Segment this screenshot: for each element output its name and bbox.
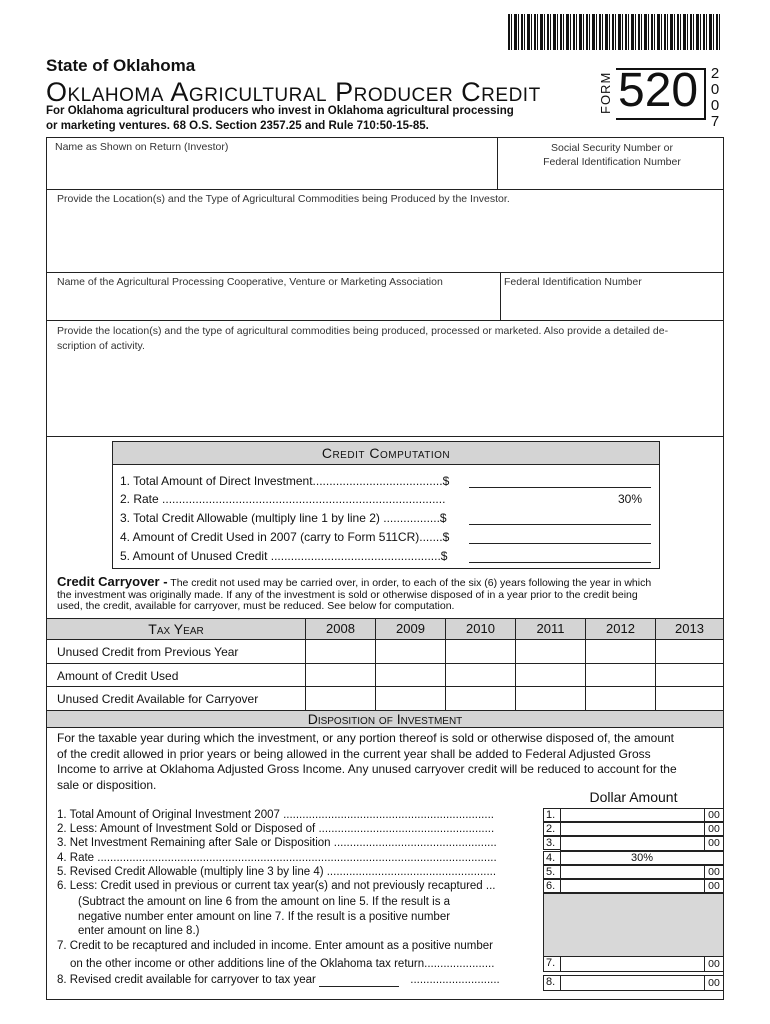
dollar-amount-header: Dollar Amount: [589, 789, 678, 805]
disposition-title: Disposition of Investment: [46, 710, 724, 728]
year-digit: 0: [710, 97, 720, 114]
box-num-7: 7.: [543, 956, 561, 972]
credit-computation-box: [112, 441, 660, 569]
activity-label-2: scription of activity.: [57, 340, 145, 352]
disp-line-4: 4. Rate .............................................................................................................................: [57, 852, 497, 864]
divider: [305, 663, 724, 664]
divider: [46, 272, 724, 273]
fein-input[interactable]: [504, 292, 718, 316]
carryover-text-2: the investment was originally made. If any of the investment is sold or otherwise disposed of in a year prior to the credit being: [57, 588, 638, 601]
disp-line-7a: 7. Credit to be recaptured and included in income. Enter amount as a positive number: [57, 940, 493, 952]
line6-note-2: negative number enter amount on line 7. If the result is a positive number: [78, 910, 451, 923]
box-num-5: 5.: [543, 865, 561, 879]
divider: [46, 436, 724, 437]
cc-input-3[interactable]: [469, 524, 651, 525]
carryover-cell[interactable]: [445, 639, 516, 711]
barcode: [508, 14, 722, 50]
cents-8: 00: [704, 975, 724, 991]
amount-input-3[interactable]: [560, 836, 705, 851]
activity-input[interactable]: [54, 356, 718, 432]
divider: [305, 686, 724, 687]
carryover-heading: Credit Carryover -: [57, 574, 168, 589]
ssn-label-2: Federal Identification Number: [543, 156, 681, 168]
carryover-text-1: The credit not used may be carried over, in order, to each of the six (6) years following the year in which: [170, 577, 652, 589]
year-2010: 2010: [445, 618, 516, 640]
box-num-1: 1.: [543, 808, 561, 822]
disp-line-7b: on the other income or other additions line of the Oklahoma tax return......................: [70, 958, 495, 970]
carryover-text-3: used, the credit, available for carryover, must be reduced. See below for computation.: [57, 600, 455, 612]
form-number: 520: [618, 64, 699, 117]
amount-input-2[interactable]: [560, 822, 705, 836]
line6-note-1: (Subtract the amount on line 6 from the amount on line 5. If the result is a: [78, 896, 451, 908]
cc-input-1[interactable]: [469, 487, 651, 488]
year-digit: 7: [710, 113, 720, 130]
disp-line-5: 5. Revised Credit Allowable (multiply line 3 by line 4) .....................................................: [57, 866, 497, 878]
coop-input[interactable]: [54, 292, 494, 316]
form-intro: [46, 104, 566, 134]
year-2008: 2008: [305, 618, 376, 640]
row-credit-used: Amount of Credit Used: [46, 663, 306, 687]
year-2011: 2011: [515, 618, 586, 640]
cc-line-4: 4. Amount of Credit Used in 2007 (carry to Form 511CR).......$: [120, 530, 450, 544]
amount-input-7[interactable]: [560, 956, 705, 972]
carryover-cell[interactable]: [515, 639, 586, 711]
line8-dots: ............................: [410, 974, 500, 986]
cents-1: 00: [704, 808, 724, 822]
intro-line-2: or marketing ventures. 68 O.S. Section 2357.25 and Rule 710:50-15-85.: [46, 120, 429, 132]
cc-input-5[interactable]: [469, 562, 651, 563]
disp-para-1: For the taxable year during which the investment, or any portion thereof is sold or otherwise disposed of, the amount: [57, 731, 675, 745]
line8-text: 8. Revised credit available for carryover to tax year: [57, 974, 316, 986]
activity-label: [57, 324, 721, 354]
carryover-cell[interactable]: [375, 639, 446, 711]
year-2012: 2012: [585, 618, 656, 640]
cents-6: 00: [704, 879, 724, 893]
cents-2: 00: [704, 822, 724, 836]
cc-line-3: 3. Total Credit Allowable (multiply line 1 by line 2) .................$: [120, 511, 447, 525]
box-num-4: 4.: [543, 851, 561, 865]
cc-line-5: 5. Amount of Unused Credit ...................................................$: [120, 549, 448, 563]
disp-para-2: of the credit allowed in prior years or being allowed in the current year shall be added to Federal Adjusted Gross: [57, 746, 651, 761]
coop-label: Name of the Agricultural Processing Cooperative, Venture or Marketing Association: [57, 276, 443, 288]
disp-line-2: 2. Less: Amount of Investment Sold or Disposed of .......................................................: [57, 823, 495, 835]
disp-line-6-note: [78, 895, 450, 939]
name-label: Name as Shown on Return (Investor): [55, 141, 229, 153]
divider: [497, 137, 498, 189]
fein-label: Federal Identification Number: [504, 276, 642, 288]
name-input[interactable]: [54, 152, 494, 188]
cents-3: 00: [704, 836, 724, 851]
tax-year-header: Tax Year: [46, 618, 306, 640]
form-label: FORM: [598, 71, 613, 114]
year-2013: 2013: [655, 618, 724, 640]
box-num-2: 2.: [543, 822, 561, 836]
disp-line-3: 3. Net Investment Remaining after Sale or Disposition ...................................................: [57, 837, 497, 849]
cc-rate-value: 30%: [618, 492, 643, 506]
cc-line-2: 2. Rate .....................................................................................: [120, 492, 446, 506]
carryover-cell[interactable]: [305, 639, 376, 711]
form-year: [707, 66, 723, 130]
cc-line-1: 1. Total Amount of Direct Investment.......................................$: [120, 474, 450, 488]
disp-line-6: 6. Less: Credit used in previous or current tax year(s) and not previously recaptured ...: [57, 880, 496, 892]
row-unused-available: Unused Credit Available for Carryover: [46, 686, 306, 711]
ssn-input[interactable]: [500, 170, 720, 188]
amount-input-1[interactable]: [560, 808, 705, 822]
credit-computation-title: Credit Computation: [113, 442, 659, 465]
box-num-3: 3.: [543, 836, 561, 850]
carryover-year-input[interactable]: [319, 974, 399, 987]
cents-7: 00: [704, 956, 724, 972]
ssn-label-1: Social Security Number or: [551, 142, 673, 154]
cc-input-4[interactable]: [469, 543, 651, 544]
year-2009: 2009: [375, 618, 446, 640]
carryover-text: [57, 576, 721, 613]
disp-rate-value: 30%: [560, 851, 724, 865]
carryover-cell[interactable]: [585, 639, 656, 711]
cents-5: 00: [704, 865, 724, 879]
year-digit: 2: [710, 65, 720, 82]
amount-input-8[interactable]: [560, 975, 705, 991]
state-name: State of Oklahoma: [46, 56, 196, 75]
line6-note-3: enter amount on line 8.): [78, 925, 200, 937]
amount-input-6[interactable]: [560, 879, 705, 893]
disp-para-3: Income to arrive at Oklahoma Adjusted Gross Income. Any unused carryover credit will be reduced to account for the: [57, 762, 677, 776]
disp-line-8: [57, 974, 500, 987]
intro-line-1: For Oklahoma agricultural producers who invest in Oklahoma agricultural processing: [46, 105, 514, 117]
year-digit: 0: [710, 81, 720, 98]
form-title: Oklahoma Agricultural Producer Credit: [46, 77, 541, 107]
disposition-paragraph: [57, 731, 721, 793]
location-input[interactable]: [54, 208, 718, 270]
disp-line-1: 1. Total Amount of Original Investment 2007 ..................................................................: [57, 809, 494, 821]
divider: [46, 189, 724, 190]
carryover-cell[interactable]: [655, 639, 724, 711]
divider: [46, 320, 724, 321]
box-num-6: 6.: [543, 879, 561, 893]
activity-label-1: Provide the location(s) and the type of agricultural commodities being produced, processed or marketed. Also provide a detailed de-: [57, 325, 669, 337]
ssn-label: [500, 141, 724, 169]
amount-input-5[interactable]: [560, 865, 705, 879]
row-unused-previous: Unused Credit from Previous Year: [46, 639, 306, 664]
shaded-block: [543, 893, 724, 957]
divider: [500, 272, 501, 320]
location-label: Provide the Location(s) and the Type of Agricultural Commodities being Produced by the Investor.: [57, 193, 510, 205]
box-num-8: 8.: [543, 975, 561, 991]
disp-para-4: sale or disposition.: [57, 777, 157, 792]
